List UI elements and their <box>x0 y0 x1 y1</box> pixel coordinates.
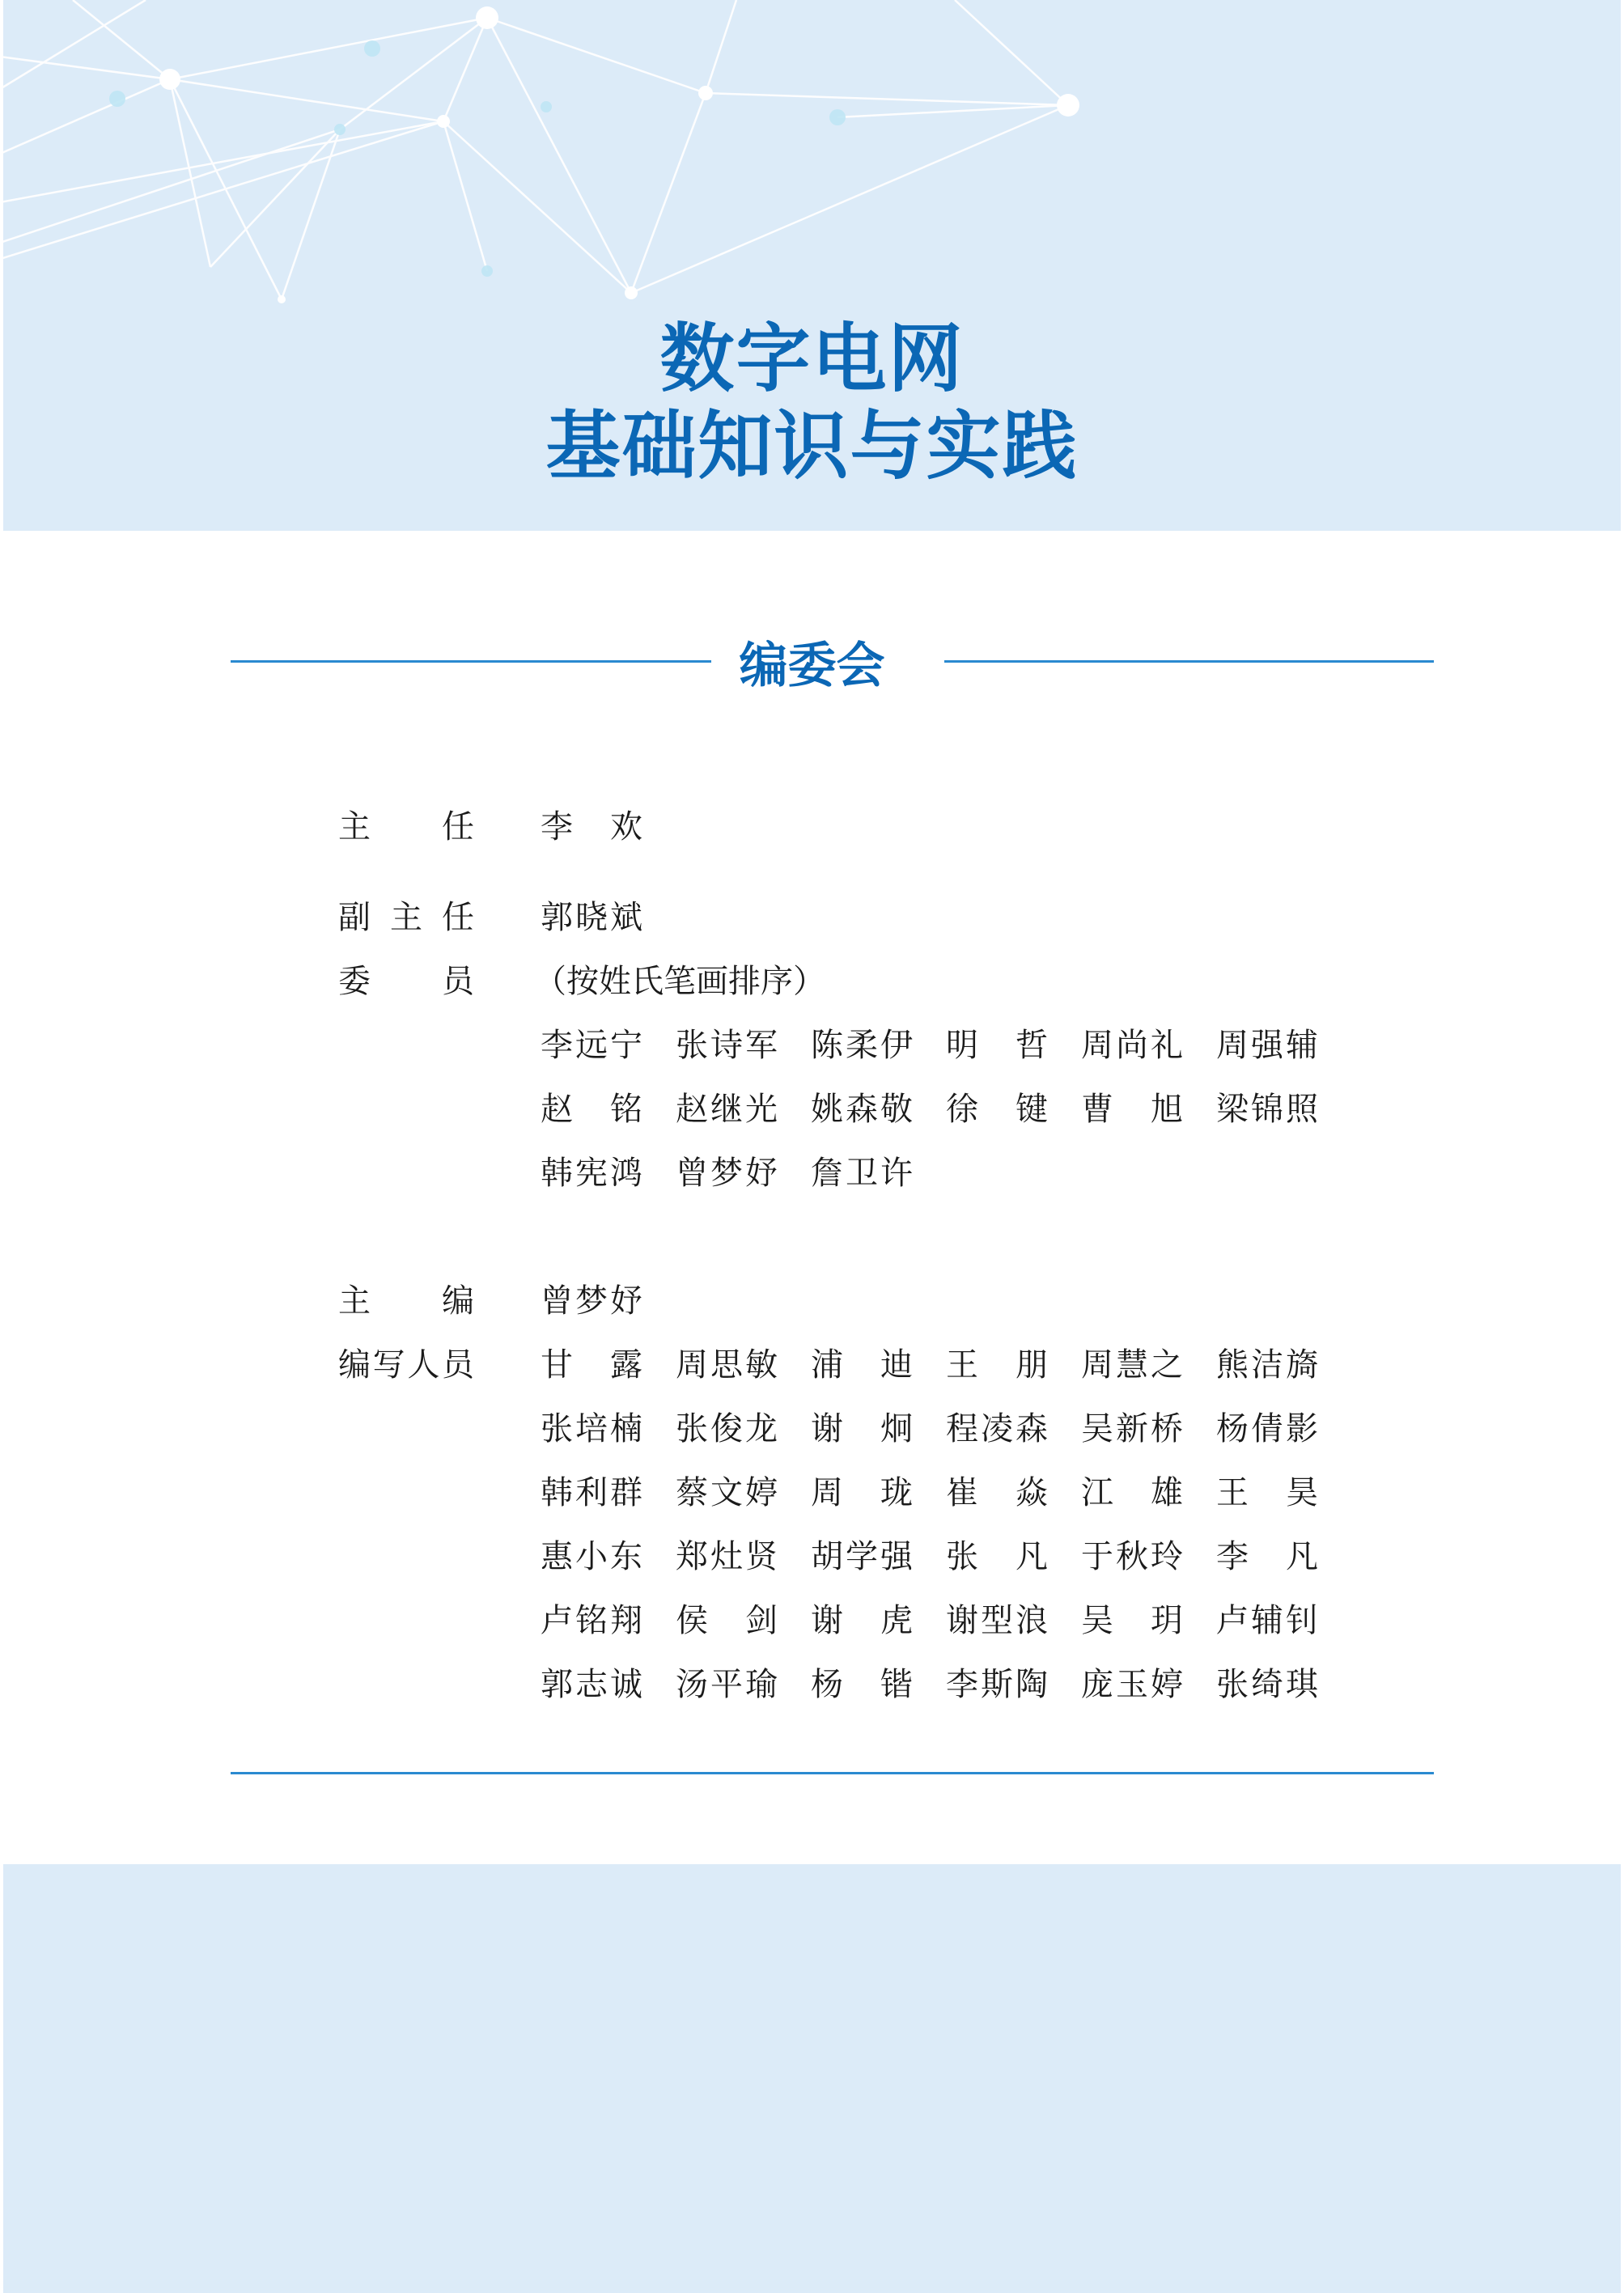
member-name: 张诗军 <box>676 1027 778 1064</box>
member-name: 李远宁 <box>541 1027 642 1064</box>
committee-heading: 编委会 <box>739 638 885 694</box>
book-title-line2: 基础知识与实践 <box>545 403 1079 490</box>
writer-name: 韩利群 <box>541 1474 642 1511</box>
member-name: 明哲 <box>946 1027 1048 1064</box>
member-name: 梁锦照 <box>1216 1091 1318 1128</box>
member-name: 韩宪鸿 <box>541 1155 642 1192</box>
writer-name: 胡学强 <box>811 1538 913 1575</box>
member-name: 赵铭 <box>541 1091 642 1128</box>
writer-name: 谢炯 <box>811 1410 913 1447</box>
writer-name: 杨锴 <box>811 1666 913 1703</box>
writer-name: 王昊 <box>1216 1474 1318 1511</box>
writer-name: 蔡文婷 <box>676 1474 778 1511</box>
writer-name: 谢虎 <box>811 1602 913 1639</box>
member-name: 曾梦妤 <box>676 1155 778 1192</box>
writer-name: 崔焱 <box>946 1474 1048 1511</box>
writer-name: 张俊龙 <box>676 1410 778 1447</box>
writer-name: 李斯陶 <box>946 1666 1048 1703</box>
writer-name: 周思敏 <box>676 1346 778 1384</box>
writer-name: 郑灶贤 <box>676 1538 778 1575</box>
writer-name: 王朋 <box>946 1346 1048 1384</box>
writer-name: 张培楠 <box>541 1410 642 1447</box>
writer-name: 郭志诚 <box>541 1666 642 1703</box>
member-name: 周尚礼 <box>1081 1027 1183 1064</box>
director-label: 主任 <box>338 808 474 846</box>
writer-name: 谢型浪 <box>946 1602 1048 1639</box>
member-name: 赵继光 <box>676 1091 778 1128</box>
writer-name: 张凡 <box>946 1538 1048 1575</box>
book-title-line1: 数字电网 <box>659 316 965 402</box>
writer-name: 周珑 <box>811 1474 913 1511</box>
writer-name: 侯剑 <box>676 1602 778 1639</box>
writer-name: 汤平瑜 <box>676 1666 778 1703</box>
writer-name: 周慧之 <box>1081 1346 1183 1384</box>
members-sort-note: （按姓氏笔画排序） <box>534 963 825 1000</box>
writer-name: 杨倩影 <box>1216 1410 1318 1447</box>
writer-name: 熊洁旖 <box>1216 1346 1318 1384</box>
bottom-banner <box>3 1864 1621 2293</box>
chief-editor-name: 曾梦妤 <box>541 1282 642 1320</box>
writer-name: 甘露 <box>541 1346 642 1384</box>
writer-name: 吴新桥 <box>1081 1410 1183 1447</box>
heading-rule-right <box>944 660 1434 663</box>
writer-name: 庞玉婷 <box>1081 1666 1183 1703</box>
network-decoration-graphic <box>0 0 1133 324</box>
members-label: 委员 <box>338 963 474 1000</box>
member-name: 徐键 <box>946 1091 1048 1128</box>
writer-name: 卢铭翔 <box>541 1602 642 1639</box>
writer-name: 于秋玲 <box>1081 1538 1183 1575</box>
member-name: 陈柔伊 <box>811 1027 913 1064</box>
bottom-rule <box>231 1772 1434 1774</box>
member-name: 曹旭 <box>1081 1091 1183 1128</box>
writer-name: 卢辅钊 <box>1216 1602 1318 1639</box>
writer-name: 程凌森 <box>946 1410 1048 1447</box>
deputy-director-name: 郭晓斌 <box>541 899 642 936</box>
writer-name: 张绮琪 <box>1216 1666 1318 1703</box>
director-name: 李欢 <box>541 808 642 846</box>
writer-name: 李凡 <box>1216 1538 1318 1575</box>
writer-name: 浦迪 <box>811 1346 913 1384</box>
writer-name: 江雄 <box>1081 1474 1183 1511</box>
writers-label: 编写人员 <box>338 1346 474 1384</box>
member-name: 姚森敬 <box>811 1091 913 1128</box>
deputy-director-label: 副主任 <box>338 899 474 936</box>
writer-name: 惠小东 <box>541 1538 642 1575</box>
member-name: 周强辅 <box>1216 1027 1318 1064</box>
chief-editor-label: 主编 <box>338 1282 474 1320</box>
writer-name: 吴玥 <box>1081 1602 1183 1639</box>
member-name: 詹卫许 <box>811 1155 913 1192</box>
